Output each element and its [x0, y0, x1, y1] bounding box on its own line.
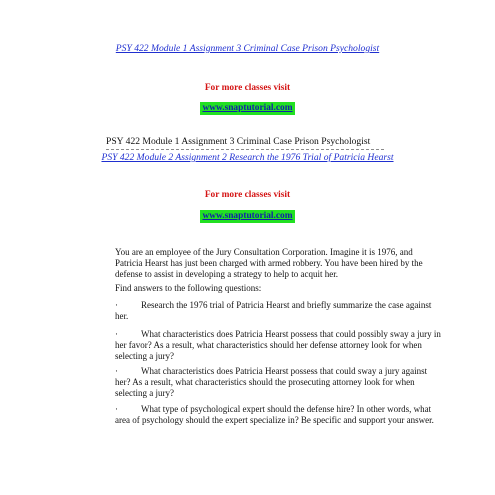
top-course-link[interactable]: PSY 422 Module 1 Assignment 3 Criminal Case Prison Psychologist [115, 43, 380, 54]
promo-url-link-second[interactable]: www.snaptutorial.com [202, 211, 293, 221]
question-line: area of psychology should the expert specialize in? Be specific and support your answer. [115, 415, 434, 425]
bullet-icon: · [115, 329, 118, 339]
question-line: · Research the 1976 trial of Patricia Hearst and briefly summarize the case against [115, 300, 432, 310]
question-line: her? As a result, what characteristics should the prosecuting attorney look for when [115, 377, 415, 387]
intro-line: You are an employee of the Jury Consultation Corporation. Imagine it is 1976, and [115, 247, 413, 257]
intro-line: Patricia Hearst has just been charged with armed robbery. You have been hired by the [115, 258, 423, 268]
document-title: PSY 422 Module 1 Assignment 3 Criminal Case Prison Psychologist [106, 136, 371, 147]
question-line: · What characteristics does Patricia Hearst possess that could sway a jury against [115, 366, 428, 376]
promo-label-second: For more classes visit [204, 190, 291, 200]
question-line: selecting a jury? [115, 351, 174, 361]
question-line: her favor? As a result, what characteristics should her defense attorney look for when [115, 340, 422, 350]
related-course-link[interactable]: PSY 422 Module 2 Assignment 2 Research the 1976 Trial of Patricia Hearst [101, 152, 394, 163]
bullet-icon: · [115, 300, 118, 310]
question-line: her. [115, 311, 129, 321]
question-item [115, 300, 445, 322]
promo-url-link[interactable]: www.snaptutorial.com [202, 103, 293, 113]
bullet-icon: · [115, 366, 118, 376]
title-divider [106, 149, 384, 150]
question-line: selecting a jury? [115, 388, 174, 398]
question-item [115, 404, 445, 426]
bullet-icon: · [115, 404, 118, 414]
promo-url-row [0, 97, 495, 111]
question-item [115, 329, 445, 362]
question-item [115, 366, 445, 399]
promo-label: For more classes visit [204, 83, 291, 93]
find-answers-heading: Find answers to the following questions: [115, 283, 262, 293]
intro-paragraph [115, 247, 445, 280]
question-line: · What characteristics does Patricia Hearst possess that could possibly sway a jury in [115, 329, 441, 339]
question-line: · What type of psychological expert should the defense hire? In other words, what [115, 404, 432, 414]
promo-url-row-second [0, 205, 495, 219]
intro-line: defense to assist in developing a strategy to help to acquit her. [115, 269, 338, 279]
